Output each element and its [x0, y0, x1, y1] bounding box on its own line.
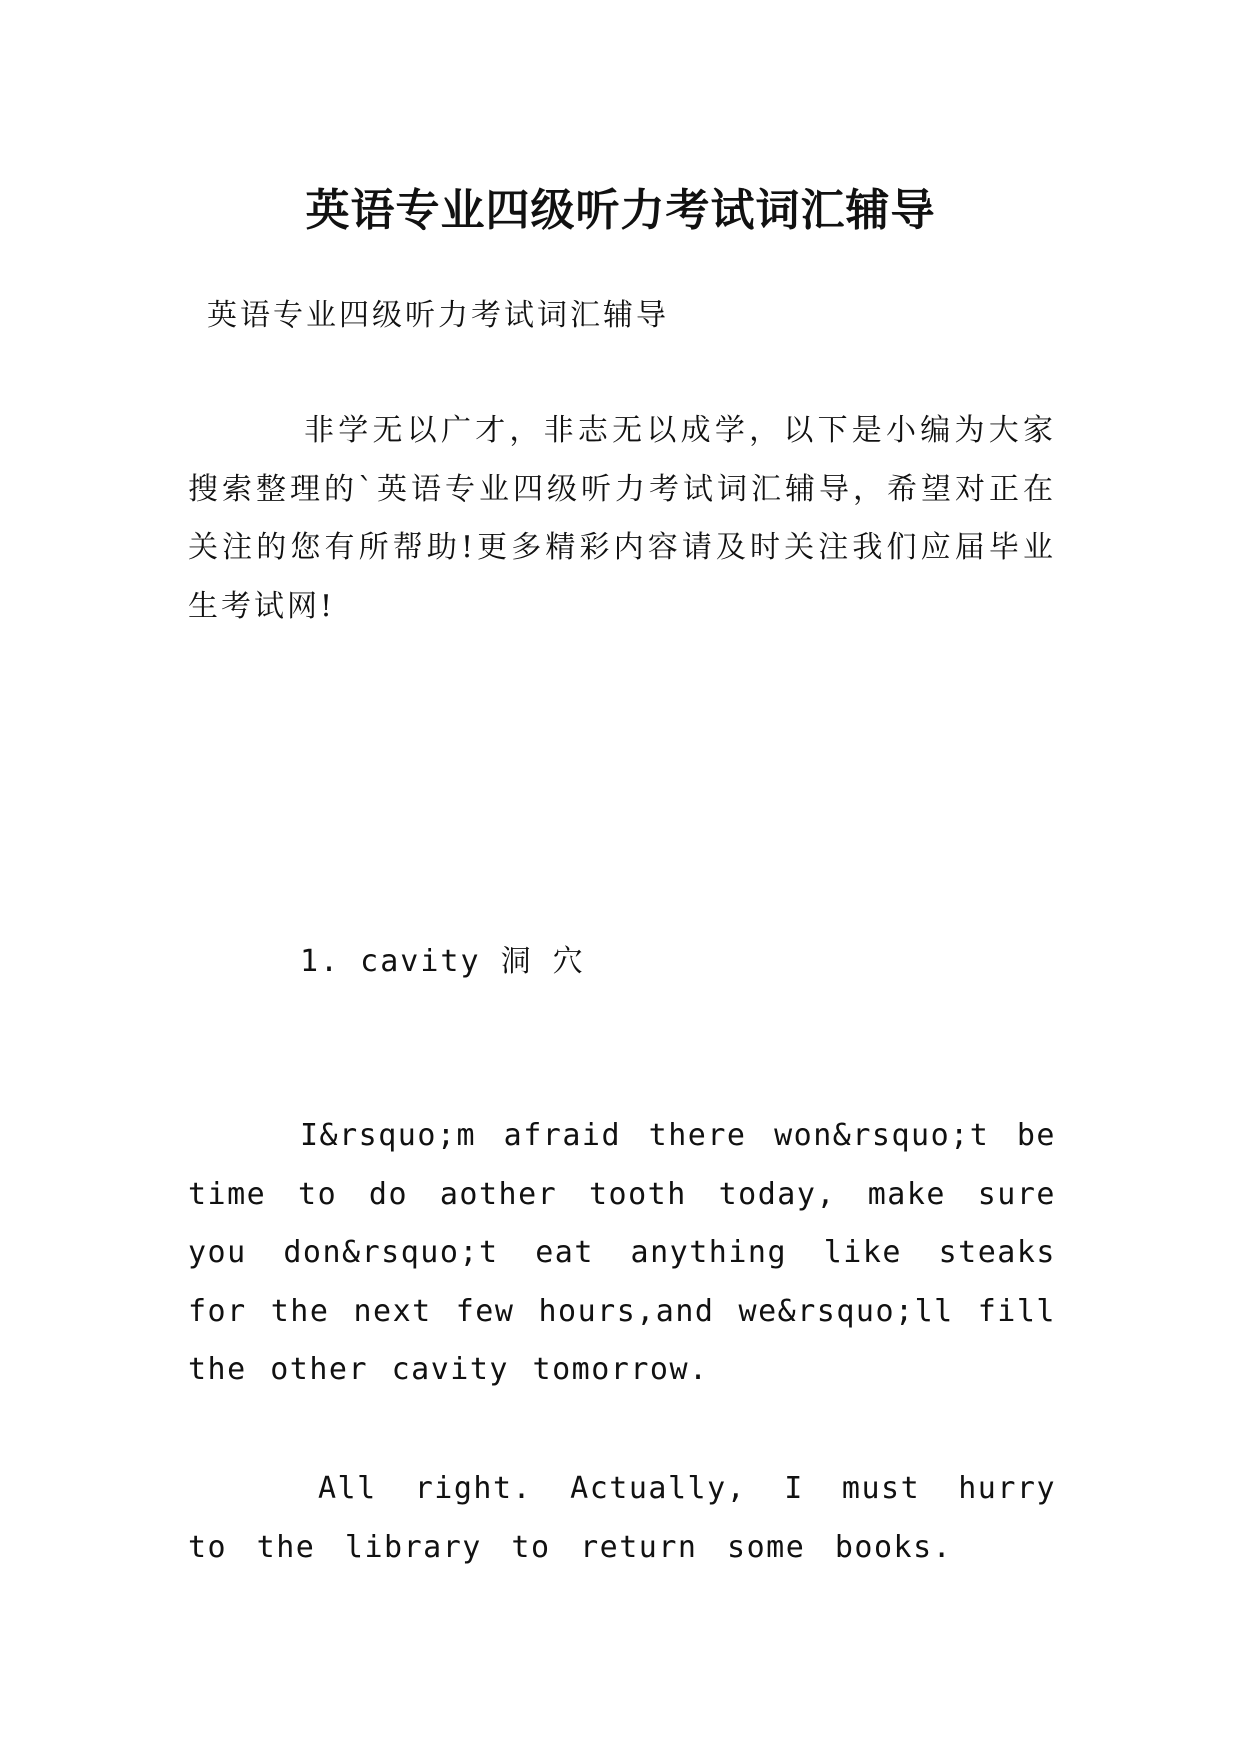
- example-response-paragraph: All right. Actually, I must hurry to the library to return some books.: [188, 1471, 1056, 1565]
- intro-paragraph: 非学无以广才，非志无以成学，以下是小编为大家搜索整理的`英语专业四级听力考试词汇辅导，希望对正在关注的您有所帮助!更多精彩内容请及时关注我们应届毕业生考试网!: [188, 413, 1056, 624]
- document-subtitle: 英语专业四级听力考试词汇辅导: [207, 298, 669, 333]
- vocab-item-heading: 1. cavity 洞 穴: [300, 944, 585, 979]
- example-dialog-paragraph: I&rsquo;m afraid there won&rsquo;t be time to do aother tooth today, make sure you don&rsquo;t eat anything like steaks for the next few hours,and we&rsquo;ll fill the other cavity tomorrow.: [188, 1118, 1056, 1387]
- page-title: 英语专业四级听力考试词汇辅导: [305, 185, 936, 237]
